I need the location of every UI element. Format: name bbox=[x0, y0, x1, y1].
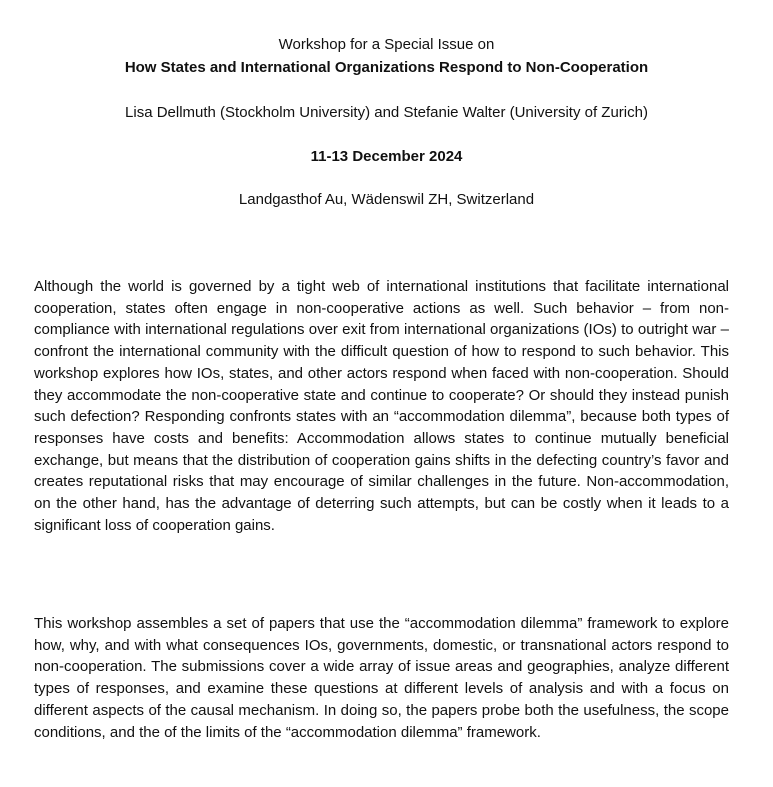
body-paragraph-2: This workshop assembles a set of papers that use the “accommodation dilemma” framework to explore how, why, and with what consequences IOs, governments, domestic, or transnational actors respond to non-cooperation. The submissions cover a wide array of issue areas and geographies, analyze different types of responses, and examine these questions at different levels of analysis and with a focus on different aspects of the causal mechanism. In doing so, the papers probe both the usefulness, the scope conditions, and the of the limits of the “accommodation dilemma” framework. bbox=[34, 615, 729, 741]
workshop-title: How States and International Organizations Respond to Non-Cooperation bbox=[124, 59, 649, 76]
organizers-line: Lisa Dellmuth (Stockholm University) and Stefanie Walter (University of Zurich) bbox=[125, 104, 648, 121]
body-paragraph-1: Although the world is governed by a tight web of international institutions that facilitate international cooperation, states often engage in non-cooperative actions as well. Such behavior – from non-compliance with international regulations over exit from international organizations (IOs) to outright war – confront the international community with the difficult question of how to respond to such behavior. This workshop explores how IOs, states, and other actors respond when faced with non-cooperation. Should they accommodate the non-cooperative state and continue to cooperate? Or should they instead punish such defection? Responding confronts states with an “accommodation dilemma”, because both types of responses have costs and benefits: Accommodation allows states to continue mutually beneficial exchange, but means that the distribution of cooperation gains shifts in the defecting country’s favor and creates reputational risks that may encourage of similar challenges in the future. Non-accommodation, on the other hand, has the advantage of deterring such attempts, but can be costly when it leads to a significant loss of cooperation gains. bbox=[34, 278, 729, 534]
workshop-venue: Landgasthof Au, Wädenswil ZH, Switzerland bbox=[238, 191, 535, 208]
workshop-kicker: Workshop for a Special Issue on bbox=[278, 36, 495, 53]
workshop-dates: 11-13 December 2024 bbox=[310, 148, 463, 165]
